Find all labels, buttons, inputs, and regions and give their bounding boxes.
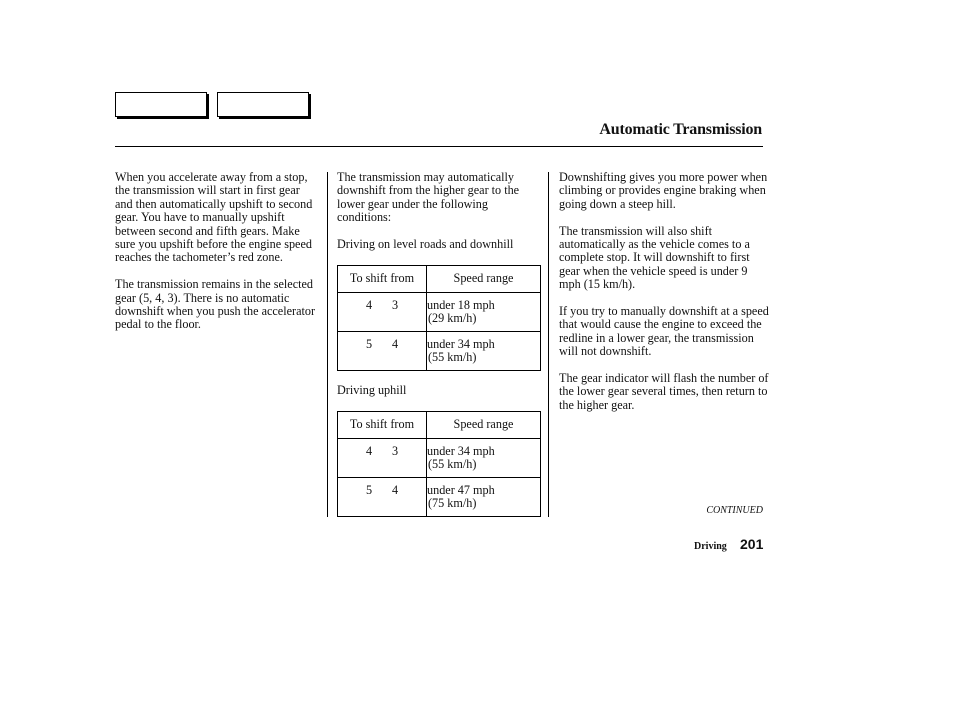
table-row bbox=[338, 478, 541, 517]
table-row bbox=[338, 439, 541, 478]
gear-from: 5 bbox=[365, 483, 373, 497]
column-divider bbox=[548, 172, 549, 517]
gear-to: 4 bbox=[391, 336, 399, 351]
column-divider bbox=[327, 172, 328, 517]
gear-to: 4 bbox=[391, 483, 399, 497]
speed-mph: under 18 mph bbox=[427, 297, 495, 312]
table-header: To shift from bbox=[338, 412, 427, 439]
table-row bbox=[338, 292, 541, 331]
speed-mph: under 34 mph bbox=[427, 336, 495, 351]
column-middle bbox=[337, 171, 542, 530]
speed-cell bbox=[427, 439, 541, 478]
table-header-row bbox=[338, 265, 541, 292]
gear-cell bbox=[338, 439, 427, 478]
speed-kmh: (29 km/h) bbox=[428, 311, 477, 326]
gear-cell bbox=[338, 478, 427, 517]
nav-button-1[interactable] bbox=[115, 92, 207, 117]
gear-to: 3 bbox=[391, 297, 399, 312]
header-rule bbox=[115, 146, 763, 147]
paragraph: Downshifting gives you more power when climbing or provides engine braking when going down a steep hill. bbox=[559, 170, 768, 211]
table-header-row bbox=[338, 412, 541, 439]
speed-mph: under 34 mph bbox=[427, 444, 495, 458]
paragraph: If you try to manually downshift at a speed that would cause the engine to exceed the redline in a lower gear, the transmission will not downshift. bbox=[559, 304, 769, 359]
column-right bbox=[559, 171, 769, 426]
paragraph: The transmission will also shift automatically as the vehicle comes to a complete stop. It will downshift to first gear when the vehicle speed is under 9 mph (15 km/h). bbox=[559, 223, 750, 292]
table-header: Speed range bbox=[427, 412, 541, 439]
speed-cell bbox=[427, 331, 541, 370]
gear-cell bbox=[338, 292, 427, 331]
gear-cell bbox=[338, 331, 427, 370]
section-label: Driving bbox=[694, 541, 727, 552]
uphill-table bbox=[337, 411, 541, 517]
level-roads-label: Driving on level roads and downhill bbox=[337, 237, 514, 252]
gear-to: 3 bbox=[391, 444, 399, 458]
continued-label: CONTINUED bbox=[706, 505, 763, 516]
column-left bbox=[115, 171, 320, 345]
table-header: To shift from bbox=[338, 265, 427, 292]
paragraph: The transmission may automatically downshift from the higher gear to the lower gear under the following conditions: bbox=[337, 170, 520, 225]
nav-button-2[interactable] bbox=[217, 92, 309, 117]
gear-from: 5 bbox=[365, 336, 373, 351]
page-title: Automatic Transmission bbox=[599, 121, 762, 138]
table-row bbox=[338, 331, 541, 370]
paragraph: The gear indicator will flash the number of the lower gear several times, then return to the higher gear. bbox=[559, 371, 769, 412]
speed-mph: under 47 mph bbox=[427, 483, 495, 497]
uphill-label: Driving uphill bbox=[337, 383, 407, 398]
level-roads-table bbox=[337, 265, 541, 371]
page-number: 201 bbox=[740, 536, 764, 552]
speed-cell bbox=[427, 478, 541, 517]
speed-kmh: (55 km/h) bbox=[428, 350, 477, 365]
speed-kmh: (75 km/h) bbox=[428, 496, 477, 511]
gear-from: 4 bbox=[365, 297, 373, 312]
speed-kmh: (55 km/h) bbox=[428, 457, 477, 472]
paragraph: The transmission remains in the selected gear (5, 4, 3). There is no automatic downshift when you push the accelerator pedal to the floor. bbox=[115, 277, 316, 332]
table-header: Speed range bbox=[427, 265, 541, 292]
gear-from: 4 bbox=[365, 444, 373, 458]
paragraph: When you accelerate away from a stop, the transmission will start in first gear and then automatically upshift to second gear. You have to manually upshift between second and fifth gears. Make sure you upshift before the engine speed reaches the tachometer’s red zone. bbox=[115, 170, 313, 265]
speed-cell bbox=[427, 292, 541, 331]
